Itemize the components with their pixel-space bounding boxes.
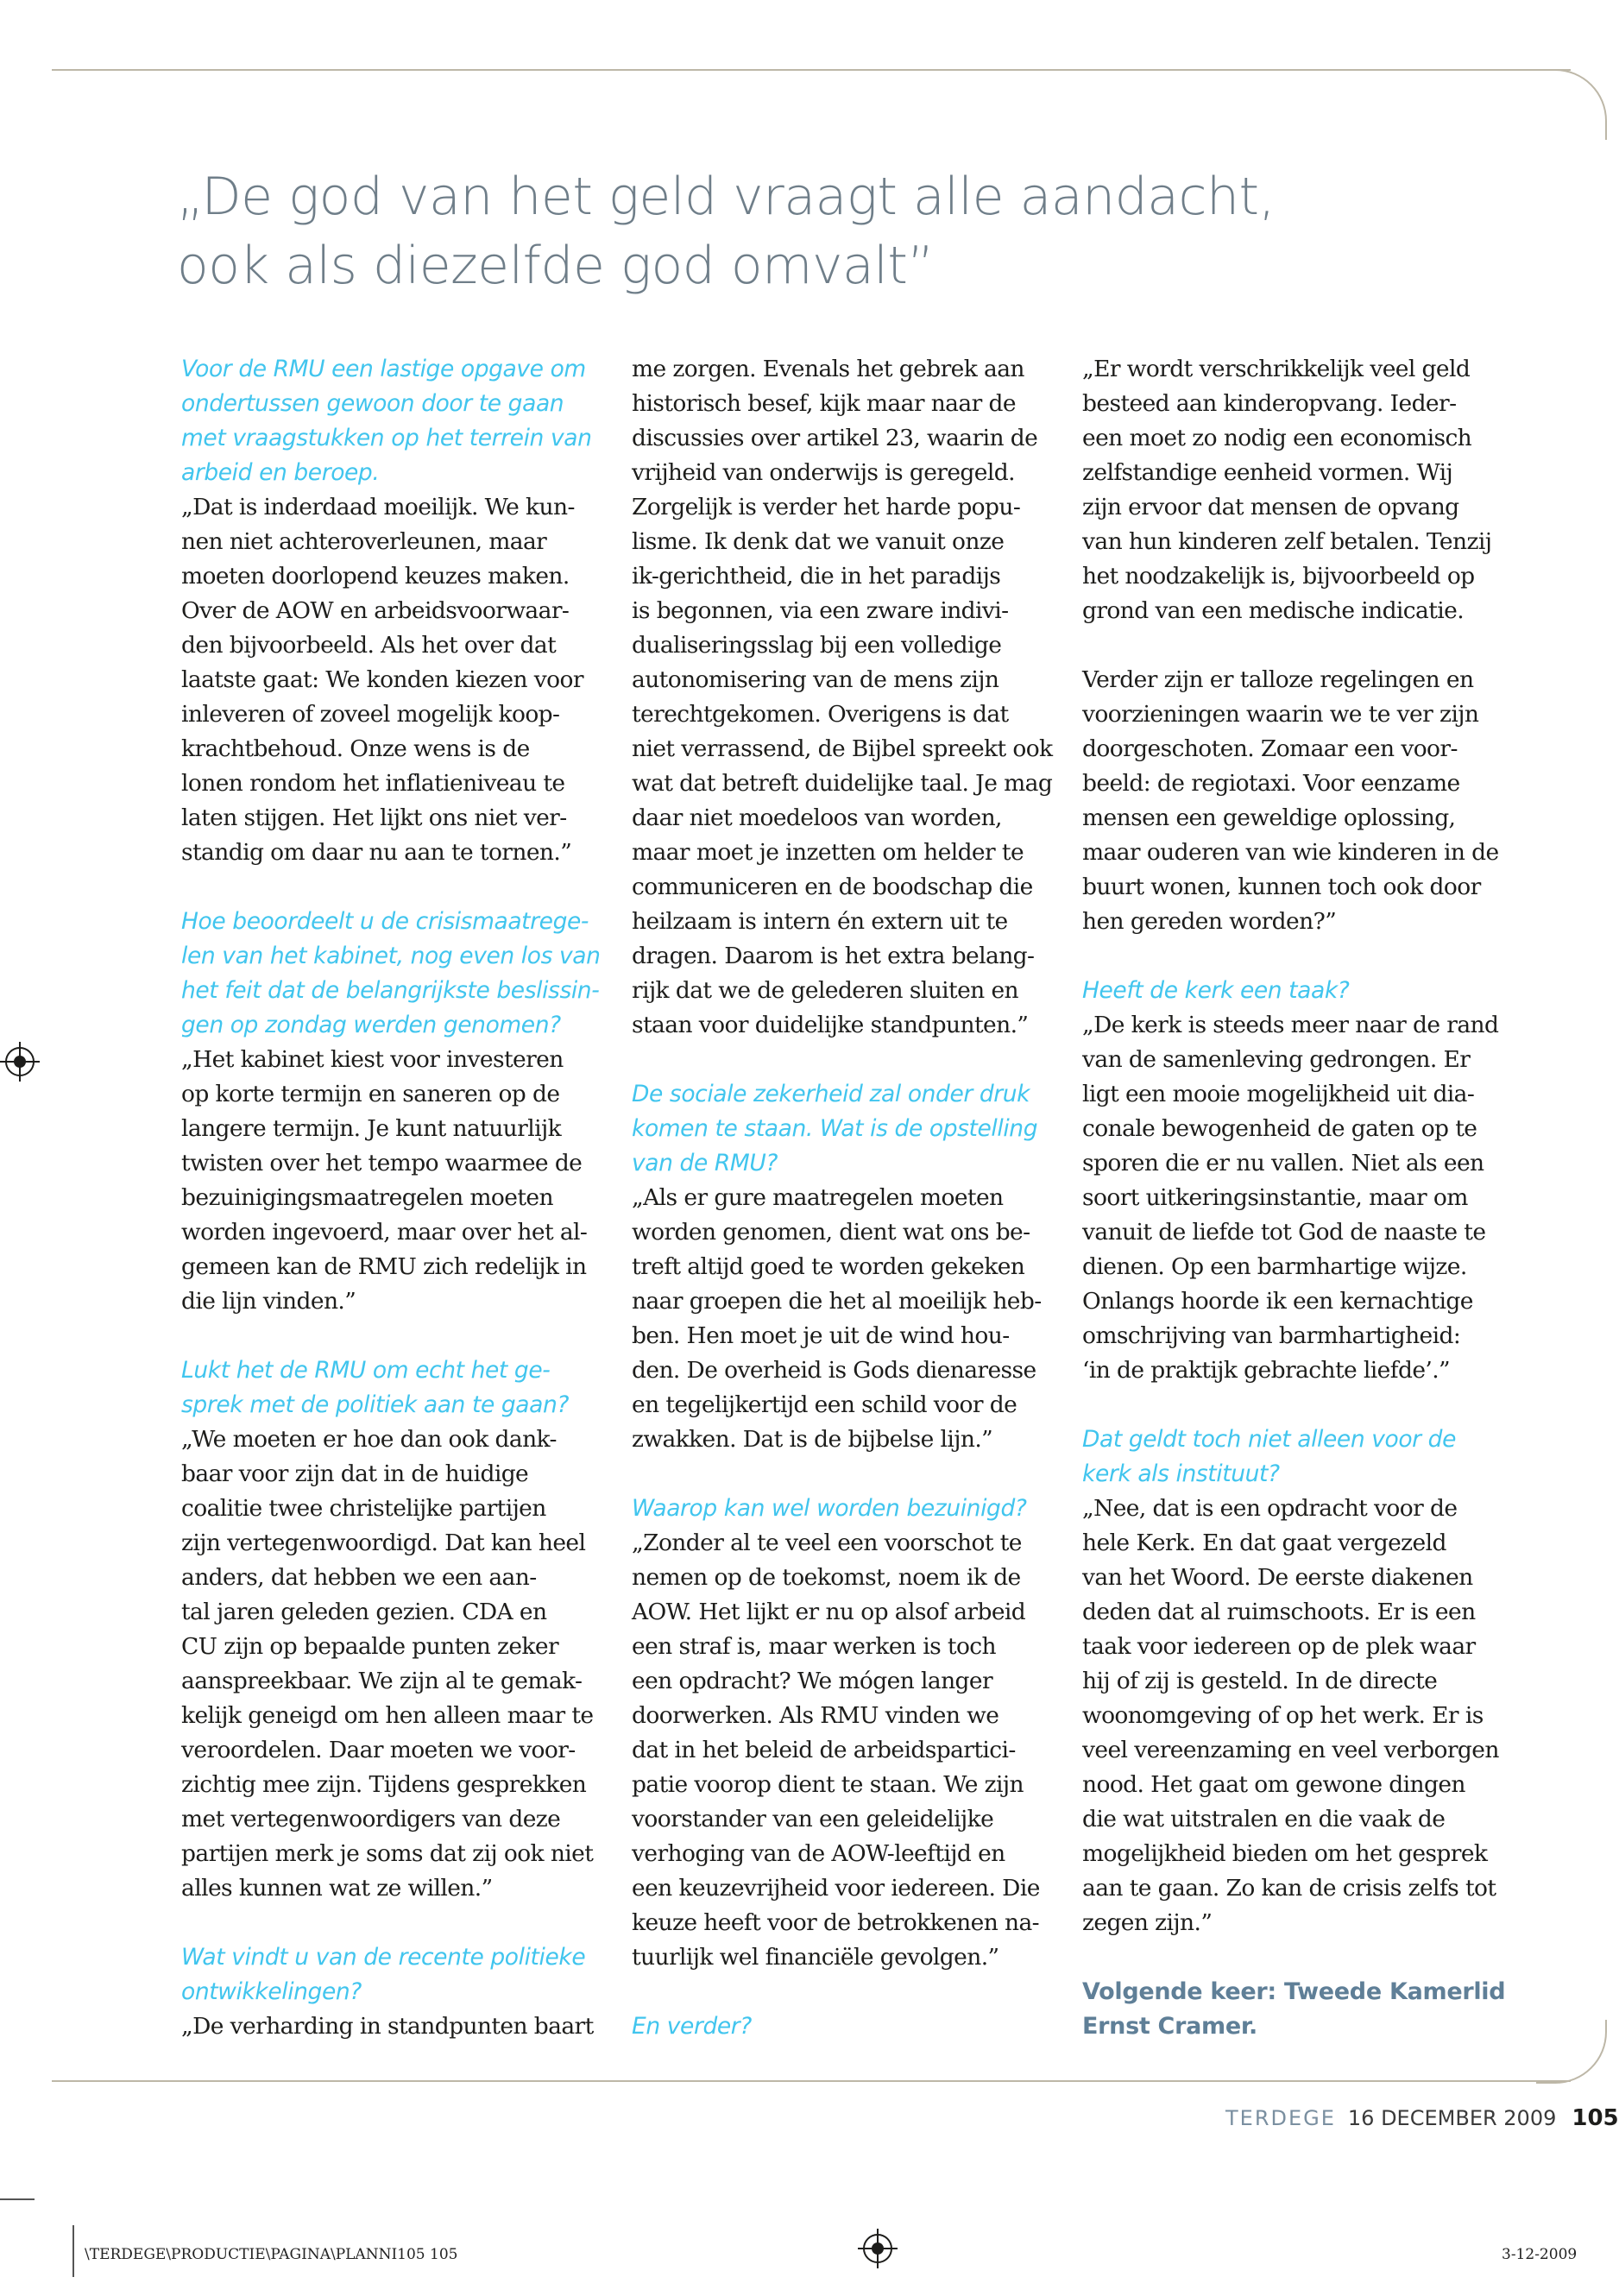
crop-mark bbox=[72, 2225, 74, 2277]
paragraph-gap bbox=[632, 1457, 1063, 1492]
text-line: zijn ervoor dat mensen de opvang bbox=[1082, 494, 1459, 520]
text-line: Over de AOW en arbeidsvoorwaar- bbox=[181, 597, 570, 624]
text-line: met vraagstukken op het terrein van bbox=[181, 425, 592, 451]
interview-answer bbox=[1082, 352, 1514, 628]
text-line: hen gereden worden?” bbox=[1082, 908, 1337, 935]
text-line: maar moet je inzetten om helder te bbox=[632, 839, 1024, 866]
text-line: van het Woord. De eerste diakenen bbox=[1082, 1564, 1473, 1591]
text-line: den bijvoorbeeld. Als het over dat bbox=[181, 632, 557, 659]
text-line: tuurlijk wel financiële gevolgen.” bbox=[632, 1944, 999, 1971]
text-line: dualiseringsslag bij een volledige bbox=[632, 632, 1002, 659]
text-line: den. De overheid is Gods dienaresse bbox=[632, 1357, 1036, 1384]
text-line: met vertegenwoordigers van deze bbox=[181, 1806, 561, 1832]
text-line: mogelijkheid bieden om het gesprek bbox=[1082, 1840, 1488, 1867]
text-line: twisten over het tempo waarmee de bbox=[181, 1150, 583, 1176]
top-rule bbox=[52, 69, 1571, 71]
print-slug-date: 3-12-2009 bbox=[1502, 2246, 1578, 2263]
interview-question bbox=[1082, 1422, 1514, 1492]
text-line: sporen die er nu vallen. Niet als een bbox=[1082, 1150, 1484, 1176]
text-line: historisch besef, kijk maar naar de bbox=[632, 390, 1016, 417]
text-line: een keuzevrijheid voor iedereen. Die bbox=[632, 1875, 1040, 1902]
text-line: staan voor duidelijke standpunten.” bbox=[632, 1012, 1029, 1038]
text-column-3 bbox=[1082, 352, 1514, 2044]
headline-line-2: ook als diezelfde god omvalt” bbox=[177, 236, 935, 296]
text-line: het feit dat de belangrijkste beslissin- bbox=[181, 977, 600, 1004]
text-line: worden genomen, dient wat ons be- bbox=[632, 1219, 1030, 1246]
text-line: wat dat betreft duidelijke taal. Je mag bbox=[632, 770, 1053, 797]
text-line: ‘in de praktijk gebrachte liefde’.” bbox=[1082, 1357, 1450, 1384]
text-line: AOW. Het lijkt er nu op alsof arbeid bbox=[632, 1599, 1026, 1625]
paragraph-gap bbox=[1082, 628, 1514, 663]
text-line: ik-gerichtheid, die in het paradijs bbox=[632, 563, 1001, 590]
headline-line-1: „De god van het geld vraagt alle aandacht, bbox=[177, 167, 1276, 227]
text-line: deden dat al ruimschoots. Er is een bbox=[1082, 1599, 1476, 1625]
magazine-name: TERDEGE bbox=[1225, 2106, 1336, 2130]
interview-question bbox=[181, 1353, 613, 1422]
text-line: „Nee, dat is een opdracht voor de bbox=[1082, 1495, 1458, 1522]
interview-answer bbox=[181, 1422, 613, 1906]
text-line: rijk dat we de gelederen sluiten en bbox=[632, 977, 1019, 1004]
text-line: veroordelen. Daar moeten we voor- bbox=[181, 1737, 576, 1763]
interview-answer bbox=[181, 1043, 613, 1319]
text-line: „Er wordt verschrikkelijk veel geld bbox=[1082, 356, 1471, 382]
text-line: hele Kerk. En dat gaat vergezeld bbox=[1082, 1530, 1446, 1556]
text-line: Onlangs hoorde ik een kernachtige bbox=[1082, 1288, 1473, 1315]
text-line: moeten doorlopend keuzes maken. bbox=[181, 563, 570, 590]
text-line: „We moeten er hoe dan ook dank- bbox=[181, 1426, 557, 1453]
text-line: doorwerken. Als RMU vinden we bbox=[632, 1702, 999, 1729]
text-line: grond van een medische indicatie. bbox=[1082, 597, 1465, 624]
text-line: gen op zondag werden genomen? bbox=[181, 1012, 561, 1038]
text-line: „De verharding in standpunten baart bbox=[181, 2013, 594, 2040]
paragraph-gap bbox=[1082, 939, 1514, 974]
text-line: verhoging van de AOW-leeftijd en bbox=[632, 1840, 1005, 1867]
text-line: komen te staan. Wat is de opstelling bbox=[632, 1115, 1038, 1142]
text-line: aan te gaan. Zo kan de crisis zelfs tot bbox=[1082, 1875, 1496, 1902]
text-line: communiceren en de boodschap die bbox=[632, 874, 1033, 900]
text-line: zelfstandige eenheid vormen. Wij bbox=[1082, 459, 1453, 486]
text-line: CU zijn op bepaalde punten zeker bbox=[181, 1633, 559, 1660]
text-line: aanspreekbaar. We zijn al te gemak- bbox=[181, 1668, 583, 1694]
text-line: Voor de RMU een lastige opgave om bbox=[181, 356, 586, 382]
interview-question bbox=[181, 1940, 613, 2009]
text-line: en tegelijkertijd een schild voor de bbox=[632, 1391, 1017, 1418]
text-line: anders, dat hebben we een aan- bbox=[181, 1564, 537, 1591]
text-line: lisme. Ik denk dat we vanuit onze bbox=[632, 528, 1005, 555]
text-line: kelijk geneigd om hen alleen maar te bbox=[181, 1702, 594, 1729]
text-line: Volgende keer: Tweede Kamerlid bbox=[1082, 1978, 1506, 2005]
text-line: vrijheid van onderwijs is geregeld. bbox=[632, 459, 1015, 486]
text-line: voorstander van een geleidelijke bbox=[632, 1806, 994, 1832]
page-footer bbox=[1225, 2101, 1619, 2135]
interview-question bbox=[632, 2009, 1063, 2044]
text-line: vanuit de liefde tot God de naaste te bbox=[1082, 1219, 1486, 1246]
text-line: doorgeschoten. Zomaar een voor- bbox=[1082, 735, 1458, 762]
text-line: nen niet achteroverleunen, maar bbox=[181, 528, 547, 555]
paragraph-gap bbox=[181, 1319, 613, 1353]
text-line: partijen merk je soms dat zij ook niet bbox=[181, 1840, 594, 1867]
interview-question bbox=[181, 352, 613, 490]
text-line: het noodzakelijk is, bijvoorbeeld op bbox=[1082, 563, 1475, 590]
interview-answer bbox=[1082, 1008, 1514, 1388]
text-line: Wat vindt u van de recente politieke bbox=[181, 1944, 586, 1971]
print-slug-path: \TERDEGE\PRODUCTIE\PAGINA\PLANNI105 105 bbox=[85, 2246, 458, 2263]
text-line: Lukt het de RMU om echt het ge- bbox=[181, 1357, 551, 1384]
text-line: lonen rondom het inflatieniveau te bbox=[181, 770, 565, 797]
top-corner-curve bbox=[1536, 69, 1607, 140]
text-line: voorzieningen waarin we te ver zijn bbox=[1082, 701, 1479, 728]
text-line: „Als er gure maatregelen moeten bbox=[632, 1184, 1004, 1211]
text-line: is begonnen, via een zware indivi- bbox=[632, 597, 1009, 624]
text-line: En verder? bbox=[632, 2013, 752, 2040]
text-line: een opdracht? We mógen langer bbox=[632, 1668, 993, 1694]
text-line: „De kerk is steeds meer naar de rand bbox=[1082, 1012, 1499, 1038]
text-line: dragen. Daarom is het extra belang- bbox=[632, 943, 1035, 969]
bottom-rule bbox=[52, 2080, 1571, 2082]
text-line: beeld: de regiotaxi. Voor eenzame bbox=[1082, 770, 1460, 797]
text-line: arbeid en beroep. bbox=[181, 459, 380, 486]
text-line: baar voor zijn dat in de huidige bbox=[181, 1460, 529, 1487]
text-line: alles kunnen wat ze willen.” bbox=[181, 1875, 493, 1902]
issue-date: 16 DECEMBER 2009 bbox=[1347, 2106, 1557, 2130]
text-line: ondertussen gewoon door te gaan bbox=[181, 390, 564, 417]
page-number: 105 bbox=[1572, 2105, 1619, 2131]
text-line: zwakken. Dat is de bijbelse lijn.” bbox=[632, 1426, 993, 1453]
text-line: discussies over artikel 23, waarin de bbox=[632, 425, 1038, 451]
next-issue-note bbox=[1082, 1975, 1514, 2044]
text-line: autonomisering van de mens zijn bbox=[632, 666, 999, 693]
text-line: langere termijn. Je kunt natuurlijk bbox=[181, 1115, 562, 1142]
text-line: besteed aan kinderopvang. Ieder- bbox=[1082, 390, 1457, 417]
text-line: een straf is, maar werken is toch bbox=[632, 1633, 997, 1660]
text-line: Zorgelijk is verder het harde popu- bbox=[632, 494, 1021, 520]
text-line: Hoe beoordeelt u de crisismaatrege- bbox=[181, 908, 589, 935]
text-column-2 bbox=[632, 352, 1063, 2044]
text-line: worden ingevoerd, maar over het al- bbox=[181, 1219, 588, 1246]
text-line: naar groepen die het al moeilijk heb- bbox=[632, 1288, 1042, 1315]
interview-answer bbox=[632, 1181, 1063, 1457]
interview-answer bbox=[181, 2009, 613, 2044]
paragraph-gap bbox=[1082, 1940, 1514, 1975]
paragraph-gap bbox=[632, 1975, 1063, 2009]
text-line: omschrijving van barmhartigheid: bbox=[1082, 1322, 1461, 1349]
text-line: keuze heeft voor de betrokkenen na- bbox=[632, 1909, 1040, 1936]
text-line: buurt wonen, kunnen toch ook door bbox=[1082, 874, 1481, 900]
text-line: woonomgeving of op het werk. Er is bbox=[1082, 1702, 1484, 1729]
text-line: mensen een geweldige oplossing, bbox=[1082, 804, 1456, 831]
text-line: tal jaren geleden gezien. CDA en bbox=[181, 1599, 547, 1625]
paragraph-gap bbox=[181, 870, 613, 905]
text-line: gemeen kan de RMU zich redelijk in bbox=[181, 1253, 587, 1280]
text-line: sprek met de politiek aan te gaan? bbox=[181, 1391, 570, 1418]
text-line: Waarop kan wel worden bezuinigd? bbox=[632, 1495, 1027, 1522]
text-line: taak voor iedereen op de plek waar bbox=[1082, 1633, 1476, 1660]
text-line: ligt een mooie mogelijkheid uit dia- bbox=[1082, 1081, 1475, 1107]
text-line: De sociale zekerheid zal onder druk bbox=[632, 1081, 1030, 1107]
text-line: veel vereenzaming en veel verborgen bbox=[1082, 1737, 1499, 1763]
text-line: inleveren of zoveel mogelijk koop- bbox=[181, 701, 560, 728]
interview-question bbox=[632, 1077, 1063, 1181]
interview-answer bbox=[632, 352, 1063, 1043]
text-line: Heeft de kerk een taak? bbox=[1082, 977, 1350, 1004]
paragraph-gap bbox=[1082, 1388, 1514, 1422]
text-line: ben. Hen moet je uit de wind hou- bbox=[632, 1322, 1010, 1349]
interview-answer bbox=[1082, 1492, 1514, 1940]
text-line: hij of zij is gesteld. In de directe bbox=[1082, 1668, 1438, 1694]
text-line: die lijn vinden.” bbox=[181, 1288, 356, 1315]
text-line: bezuinigingsmaatregelen moeten bbox=[181, 1184, 553, 1211]
text-line: op korte termijn en saneren op de bbox=[181, 1081, 560, 1107]
text-line: daar niet moedeloos van worden, bbox=[632, 804, 1002, 831]
text-line: krachtbehoud. Onze wens is de bbox=[181, 735, 530, 762]
text-line: nood. Het gaat om gewone dingen bbox=[1082, 1771, 1465, 1798]
interview-question bbox=[181, 905, 613, 1043]
text-line: conale bewogenheid de gaten op te bbox=[1082, 1115, 1477, 1142]
text-line: patie voorop dient te staan. We zijn bbox=[632, 1771, 1024, 1798]
text-line: van hun kinderen zelf betalen. Tenzij bbox=[1082, 528, 1492, 555]
text-line: van de samenleving gedrongen. Er bbox=[1082, 1046, 1471, 1073]
text-line: „Zonder al te veel een voorschot te bbox=[632, 1530, 1022, 1556]
text-line: zegen zijn.” bbox=[1082, 1909, 1213, 1936]
text-line: „Het kabinet kiest voor investeren bbox=[181, 1046, 564, 1073]
text-line: die wat uitstralen en die vaak de bbox=[1082, 1806, 1446, 1832]
interview-question bbox=[1082, 974, 1514, 1008]
paragraph-gap bbox=[181, 1906, 613, 1940]
text-line: heilzaam is intern én extern uit te bbox=[632, 908, 1008, 935]
text-line: dienen. Op een barmhartige wijze. bbox=[1082, 1253, 1467, 1280]
text-line: „Dat is inderdaad moeilijk. We kun- bbox=[181, 494, 575, 520]
text-line: len van het kabinet, nog even los van bbox=[181, 943, 601, 969]
text-line: coalitie twee christelijke partijen bbox=[181, 1495, 546, 1522]
text-line: nemen op de toekomst, noem ik de bbox=[632, 1564, 1021, 1591]
text-line: kerk als instituut? bbox=[1082, 1460, 1280, 1487]
text-line: ontwikkelingen? bbox=[181, 1978, 362, 2005]
bottom-corner-curve bbox=[1536, 2020, 1607, 2084]
text-line: terechtgekomen. Overigens is dat bbox=[632, 701, 1009, 728]
text-line: dat in het beleid de arbeidspartici- bbox=[632, 1737, 1016, 1763]
text-line: me zorgen. Evenals het gebrek aan bbox=[632, 356, 1024, 382]
interview-answer bbox=[181, 490, 613, 870]
crop-mark bbox=[0, 2198, 35, 2200]
interview-answer bbox=[632, 1526, 1063, 1975]
text-line: niet verrassend, de Bijbel spreekt ook bbox=[632, 735, 1053, 762]
text-line: soort uitkeringsinstantie, maar om bbox=[1082, 1184, 1468, 1211]
text-line: Dat geldt toch niet alleen voor de bbox=[1082, 1426, 1456, 1453]
text-column-1 bbox=[181, 352, 613, 2044]
registration-mark-icon bbox=[863, 2234, 892, 2263]
interview-question bbox=[632, 1492, 1063, 1526]
text-line: standig om daar nu aan te tornen.” bbox=[181, 839, 572, 866]
text-line: een moet zo nodig een economisch bbox=[1082, 425, 1472, 451]
text-line: Ernst Cramer. bbox=[1082, 2013, 1257, 2040]
interview-answer bbox=[1082, 663, 1514, 939]
text-line: laten stijgen. Het lijkt ons niet ver- bbox=[181, 804, 567, 831]
text-line: maar ouderen van wie kinderen in de bbox=[1082, 839, 1499, 866]
text-line: Verder zijn er talloze regelingen en bbox=[1082, 666, 1474, 693]
text-line: treft altijd goed te worden gekeken bbox=[632, 1253, 1025, 1280]
text-line: zijn vertegenwoordigd. Dat kan heel bbox=[181, 1530, 586, 1556]
registration-mark-icon bbox=[5, 1047, 35, 1076]
paragraph-gap bbox=[632, 1043, 1063, 1077]
text-line: laatste gaat: We konden kiezen voor bbox=[181, 666, 583, 693]
pull-quote-headline bbox=[177, 162, 1471, 300]
text-line: zichtig mee zijn. Tijdens gesprekken bbox=[181, 1771, 587, 1798]
text-line: van de RMU? bbox=[632, 1150, 778, 1176]
